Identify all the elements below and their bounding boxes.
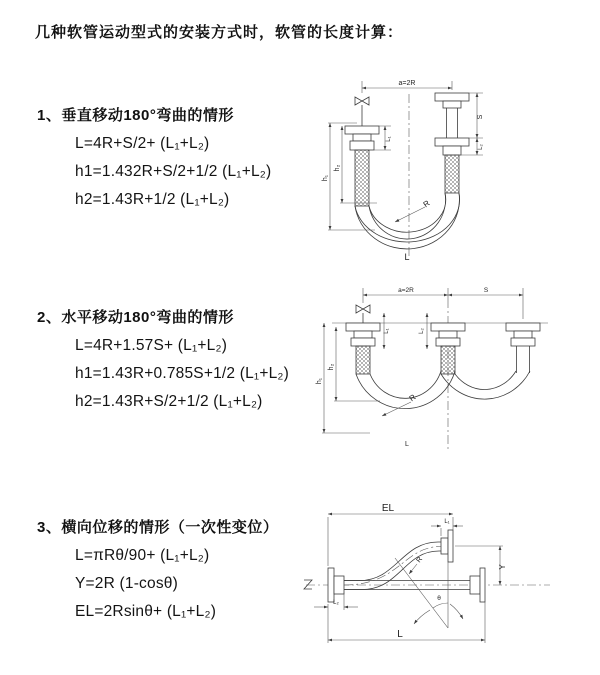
dim-l: [328, 602, 485, 643]
angle-construction: [395, 555, 463, 628]
formula-l: L=4R+S/2+ (L₁+L₂): [75, 135, 210, 152]
diagram-horizontal-move: [310, 283, 595, 463]
dim-label-l2: L₂: [478, 144, 484, 150]
dim-label-a2r: a=2R: [398, 80, 416, 87]
upper-flange: [441, 530, 453, 562]
radius-callout: [395, 198, 432, 222]
dim-label-r: R: [421, 198, 432, 210]
dim-a2r: [362, 80, 452, 93]
formula-l: L=4R+1.57S+ (L₁+L₂): [75, 337, 228, 354]
right-fitting: [506, 323, 540, 373]
dim-label-l: L: [404, 252, 410, 262]
dim-label-s: S: [477, 114, 484, 120]
formula-y: Y=2R (1-cosθ): [75, 575, 178, 592]
dim-label-r: R: [415, 555, 425, 565]
dim-l2: [477, 138, 484, 155]
dim-label-l: L: [397, 629, 403, 640]
section-2-heading: 2、水平移动180°弯曲的情形: [37, 309, 234, 326]
dim-label-l2: L₂: [333, 600, 339, 606]
dim-label-l2: L₂: [419, 328, 425, 334]
section-3: [37, 516, 317, 621]
formula-h1: h1=1.43R+0.785S+1/2 (L₁+L₂): [75, 365, 289, 382]
diagram-lateral-displacement: [300, 500, 595, 658]
dim-label-h2: h₂: [334, 164, 341, 172]
dim-el: [328, 503, 453, 566]
dim-label-r: R: [407, 392, 418, 404]
formula-l: L=πRθ/90+ (L₁+L₂): [75, 547, 210, 564]
dim-label-l: L: [405, 441, 409, 448]
dim-label-a2r: a=2R: [398, 287, 414, 294]
formula-el: EL=2Rsinθ+ (L₁+L₂): [75, 603, 217, 620]
dim-a2r: [363, 287, 523, 319]
braided-hose-section: [356, 346, 370, 374]
dim-label-y: Y: [498, 564, 507, 570]
valve-icon: [356, 305, 370, 323]
right-fitting: [435, 93, 469, 193]
valve-icon: [355, 97, 369, 126]
middle-fitting: [431, 323, 465, 374]
dim-l2: [419, 313, 427, 349]
dim-label-theta: θ: [437, 595, 441, 602]
formula-h2: h2=1.43R+S/2+1/2 (L₁+L₂): [75, 393, 263, 410]
dim-l1: [384, 313, 390, 349]
dim-label-h2: h₂: [328, 363, 335, 371]
formula-h1: h1=1.432R+S/2+1/2 (L₁+L₂): [75, 163, 272, 180]
axis-break-symbol: [304, 580, 312, 589]
radius-callout: [409, 556, 424, 574]
braided-hose-section: [441, 346, 455, 374]
left-flange: [328, 568, 344, 602]
section-1-heading: 1、垂直移动180°弯曲的情形: [37, 107, 234, 124]
dim-s: [448, 287, 523, 295]
dim-label-h1: h₁: [322, 174, 329, 182]
left-fitting: [346, 323, 380, 374]
diagram-vertical-move: [315, 76, 587, 266]
dim-label-el: EL: [381, 503, 395, 514]
dim-label-l1: L₁: [384, 328, 390, 334]
dim-label-l1: L₁: [444, 519, 450, 525]
section-1: [37, 104, 317, 209]
braided-hose-section: [445, 155, 459, 193]
right-flange: [470, 568, 485, 602]
section-3-heading: 3、横向位移的情形（一次性变位）: [37, 519, 279, 536]
dim-l2: [314, 592, 358, 610]
formula-h2: h2=1.43R+1/2 (L₁+L₂): [75, 191, 230, 208]
section-2: [37, 306, 317, 411]
dim-label-s: S: [483, 287, 489, 294]
dim-l1: [431, 519, 463, 536]
hose-curves: [355, 193, 460, 249]
page-title: 几种软管运动型式的安装方式时，软管的长度计算：: [35, 24, 404, 41]
hose-curves: [356, 371, 530, 409]
radius-callout: [382, 392, 418, 416]
dim-label-l1: L₁: [386, 136, 392, 142]
braided-hose-section: [355, 150, 369, 206]
dim-label-h1: h₁: [316, 377, 323, 385]
displaced-hose-curve: [344, 542, 441, 590]
left-fitting: [345, 126, 379, 206]
